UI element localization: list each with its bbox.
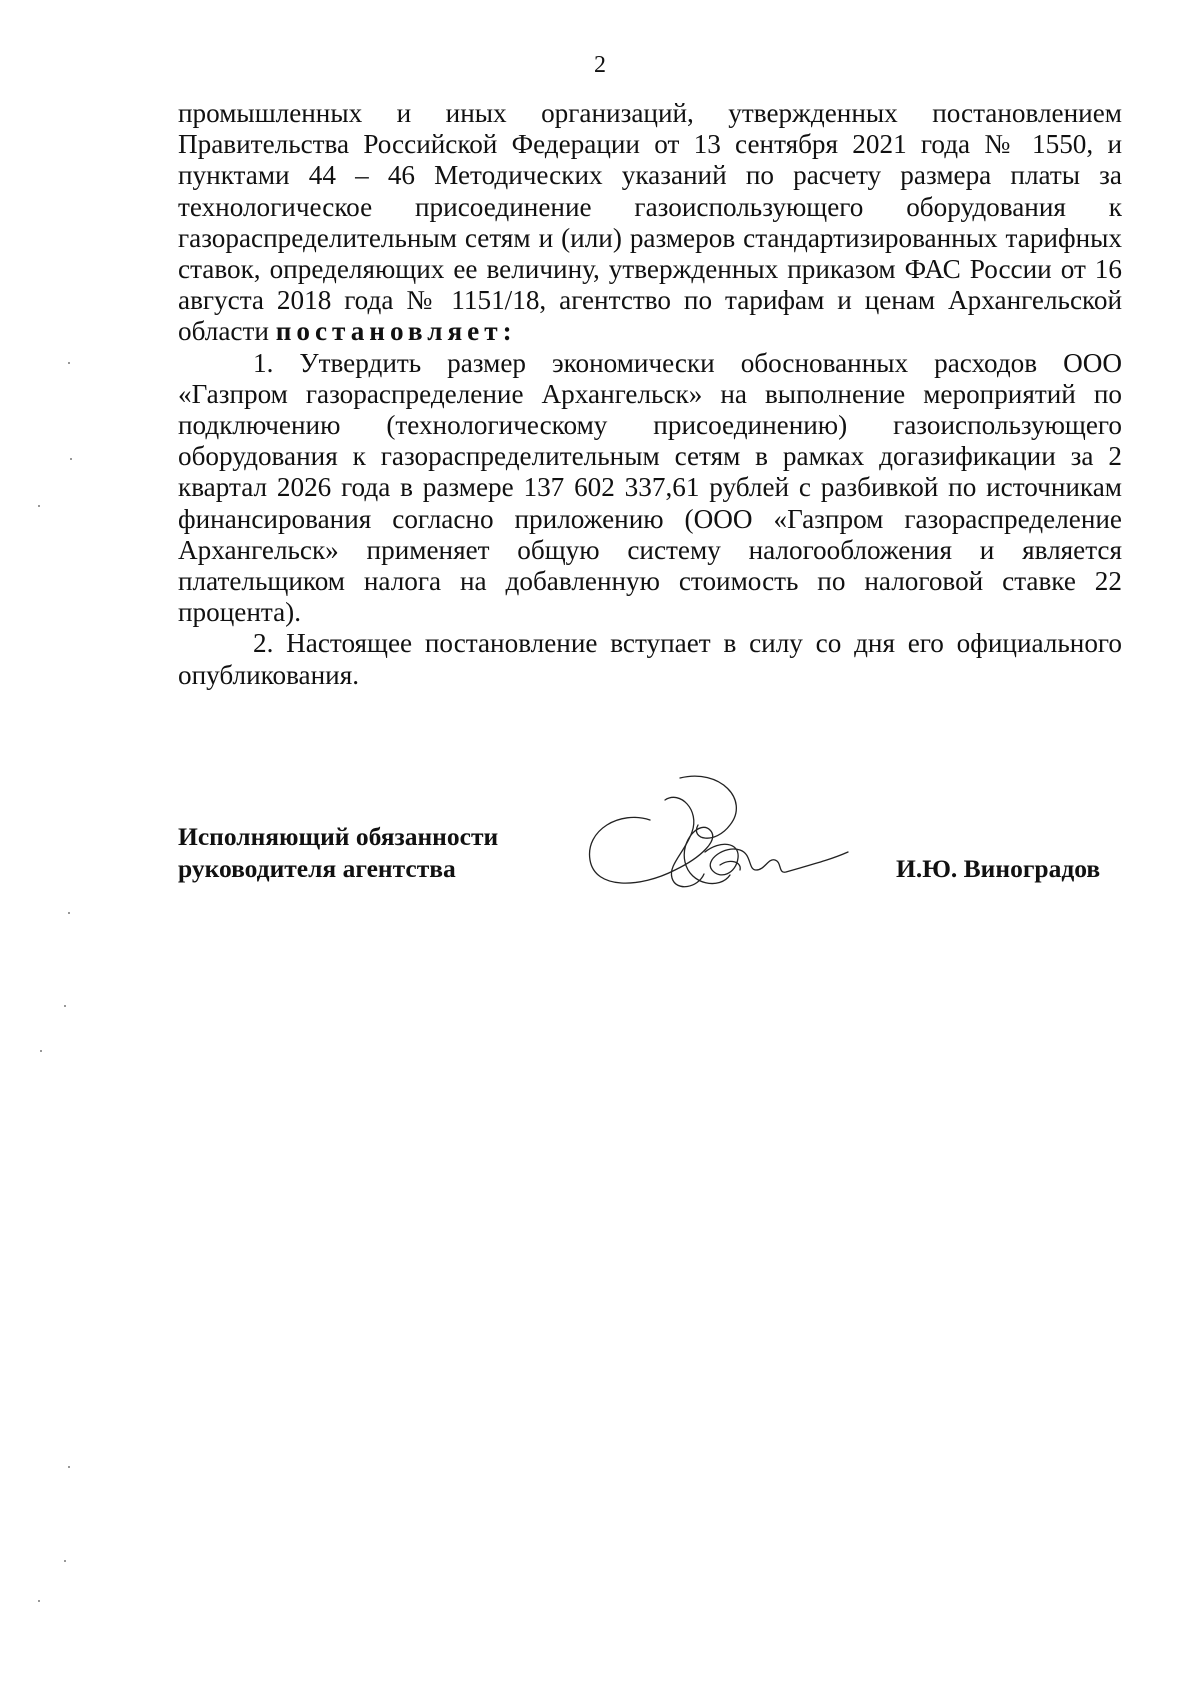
paragraph-item-1: 1. Утвердить размер экономически обоснованных расходов ООО «Газпром газораспределение Архангельск» на выполнение мероприятий по подключению (технологическому присоединению) газоиспользующего оборудования к газораспределительным сетям в рамках догазификации за 2 квартал 2026 года в размере 137 602 337,61 рублей с разбивкой по источникам финансирования согласно приложению (ООО «Газпром газораспределение Архангельск» применяет общую систему налогообложения и является плательщиком налога на добавленную стоимость по налоговой ставке 22 процента).	[178, 347, 1122, 628]
scan-speck	[40, 1050, 42, 1052]
scan-speck	[38, 1600, 40, 1602]
signer-position-line-2: руководителя агентства	[178, 854, 456, 883]
signer-position	[178, 821, 498, 885]
scan-speck	[68, 912, 70, 914]
paragraph-preamble	[178, 98, 1122, 348]
document-body	[178, 98, 1122, 691]
scan-speck	[68, 1466, 70, 1468]
preamble-text: промышленных и иных организаций, утвержденных постановлением Правительства Российской Федерации от 13 сентября 2021 года № 1550, и пунктами 44 – 46 Методических указаний по расчету размера платы за технологическое присоединение газоиспользующего оборудования к газораспределительным сетям и (или) размеров стандартизированных тарифных ставок, определяющих ее величину, утвержденных приказом ФАС России от 16 августа 2018 года № 1151/18, агентство по тарифам и ценам Архангельской области	[178, 98, 1122, 347]
signer-name: И.Ю. Виноградов	[896, 854, 1101, 883]
signer-position-line-1: Исполняющий обязанности	[178, 822, 499, 851]
resolves-keyword: постановляет:	[275, 316, 517, 347]
scan-speck	[70, 458, 72, 460]
scan-speck	[68, 362, 70, 364]
scan-speck	[64, 1560, 66, 1562]
handwritten-signature	[580, 770, 850, 910]
scan-speck	[64, 1005, 66, 1007]
page-number: 2	[594, 52, 606, 78]
paragraph-item-2: 2. Настоящее постановление вступает в силу со дня его официального опубликования.	[178, 628, 1122, 690]
scan-speck	[38, 505, 40, 507]
